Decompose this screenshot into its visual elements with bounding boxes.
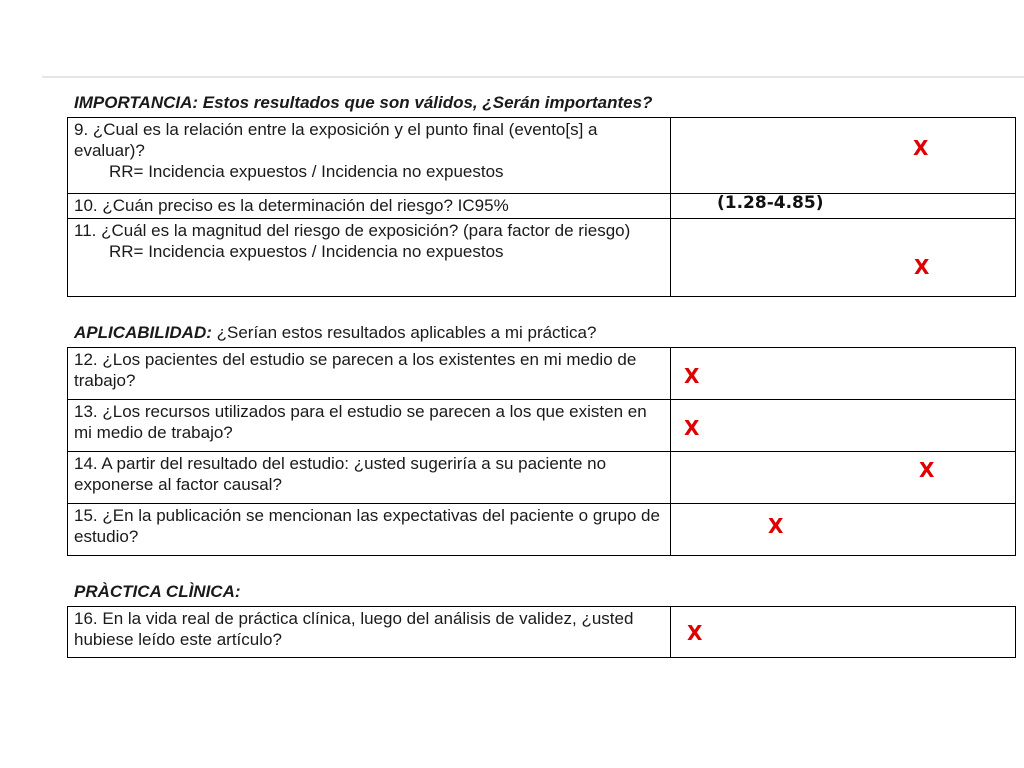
answer-cell[interactable] — [671, 452, 1016, 504]
question-15 — [68, 504, 671, 556]
section-title-bold: IMPORTANCIA: — [74, 93, 199, 112]
answer-cell[interactable] — [671, 348, 1016, 400]
section-title-bold: PRÀCTICA CLÌNICA: — [74, 582, 241, 601]
aplicabilidad-table — [67, 347, 1016, 556]
table-row — [68, 194, 1016, 219]
question-formula: RR= Incidencia expuestos / Incidencia no expuestos — [109, 242, 504, 261]
section-title-importancia — [74, 93, 652, 113]
table-row — [68, 452, 1016, 504]
top-divider — [42, 76, 1024, 78]
answer-cell[interactable] — [671, 118, 1016, 194]
answer-mark: X — [919, 458, 935, 482]
answer-cell[interactable] — [671, 504, 1016, 556]
question-12 — [68, 348, 671, 400]
table-row — [68, 607, 1016, 658]
answer-cell[interactable] — [671, 607, 1016, 658]
question-text: 14. A partir del resultado del estudio: ¿usted sugeriría a su paciente no exponerse al factor causal? — [74, 454, 607, 494]
question-16 — [68, 607, 671, 658]
answer-mark: X — [914, 255, 930, 279]
question-text: 10. ¿Cuán preciso es la determinación del riesgo? IC95% — [74, 196, 509, 215]
table-row — [68, 504, 1016, 556]
table-row — [68, 348, 1016, 400]
answer-mark: X — [768, 514, 784, 538]
answer-cell[interactable] — [671, 194, 1016, 219]
question-text: 13. ¿Los recursos utilizados para el estudio se parecen a los que existen en mi medio de trabajo? — [74, 402, 647, 442]
importancia-table — [67, 117, 1016, 297]
question-text: 9. ¿Cual es la relación entre la exposición y el punto final (evento[s] a evaluar)? — [74, 120, 598, 160]
answer-cell[interactable] — [671, 400, 1016, 452]
answer-mark: X — [684, 364, 700, 388]
answer-mark: X — [687, 621, 703, 645]
table-row — [68, 400, 1016, 452]
question-text: 11. ¿Cuál es la magnitud del riesgo de exposición? (para factor de riesgo) — [74, 221, 631, 240]
question-text: 16. En la vida real de práctica clínica, luego del análisis de validez, ¿usted hubiese leído este artículo? — [74, 609, 634, 649]
section-title-rest: ¿Serían estos resultados aplicables a mi práctica? — [211, 323, 597, 342]
question-text: 15. ¿En la publicación se mencionan las expectativas del paciente o grupo de estudio? — [74, 506, 660, 546]
question-10 — [68, 194, 671, 219]
answer-cell[interactable] — [671, 219, 1016, 297]
question-9 — [68, 118, 671, 194]
answer-mark: X — [913, 136, 929, 160]
question-formula: RR= Incidencia expuestos / Incidencia no expuestos — [109, 162, 504, 181]
section-title-aplicabilidad — [74, 323, 596, 343]
question-14 — [68, 452, 671, 504]
section-title-bold: APLICABILIDAD: — [74, 323, 212, 342]
answer-ci: (1.28-4.85) — [717, 193, 824, 213]
practica-table — [67, 606, 1016, 658]
section-title-rest: Estos resultados que son válidos, ¿Serán importantes? — [198, 93, 653, 112]
section-title-practica — [74, 582, 241, 602]
question-13 — [68, 400, 671, 452]
question-text: 12. ¿Los pacientes del estudio se parecen a los existentes en mi medio de trabajo? — [74, 350, 637, 390]
answer-mark: X — [684, 416, 700, 440]
table-row — [68, 219, 1016, 297]
question-11 — [68, 219, 671, 297]
table-row — [68, 118, 1016, 194]
